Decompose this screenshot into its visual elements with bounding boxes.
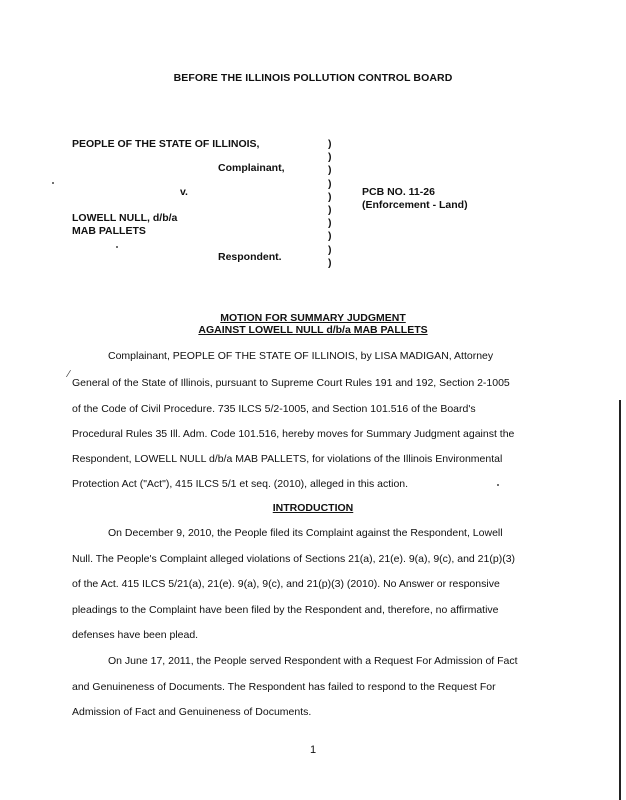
paren: ) (328, 151, 332, 164)
paragraph-3-line: On June 17, 2011, the People served Respondent with a Request For Admission of Fact (108, 655, 518, 667)
scan-margin-line (619, 400, 621, 800)
paragraph-2-line: pleadings to the Complaint have been filed by the Respondent and, therefore, no affirmative (72, 604, 499, 616)
paren: ) (328, 164, 332, 177)
paren: ) (328, 177, 332, 190)
paragraph-2-line: Null. The People's Complaint alleged violations of Sections 21(a), 21(e). 9(a), 9(c), and 21(p)(3) (72, 553, 516, 565)
paragraph-3-line: Admission of Fact and Genuineness of Documents. (72, 706, 312, 718)
page-number: 1 (309, 744, 317, 756)
motion-title-line-2: AGAINST LOWELL NULL d/b/a MAB PALLETS (198, 324, 428, 336)
intro-line: of the Code of Civil Procedure. 735 ILCS 5/2-1005, and Section 101.516 of the Board's (72, 403, 476, 415)
intro-line: Procedural Rules 35 Ill. Adm. Code 101.516, hereby moves for Summary Judgment against the (72, 428, 515, 440)
respondent-line-2: MAB PALLETS (72, 225, 146, 237)
intro-line: Complainant, PEOPLE OF THE STATE OF ILLINOIS, by LISA MADIGAN, Attorney (108, 350, 494, 362)
board-title: BEFORE THE ILLINOIS POLLUTION CONTROL BOARD (173, 72, 453, 84)
complainant-label: Complainant, (218, 162, 285, 174)
paren: ) (328, 138, 332, 150)
introduction-heading: INTRODUCTION (272, 502, 354, 514)
paren: ) (328, 190, 332, 203)
scan-speck (52, 182, 54, 184)
paren: ) (328, 243, 332, 256)
paragraph-3-line: and Genuineness of Documents. The Respondent has failed to respond to the Request For (72, 681, 496, 693)
respondent-line-1: LOWELL NULL, d/b/a (72, 212, 178, 224)
scan-speck (116, 246, 118, 248)
respondent-label: Respondent. (218, 251, 282, 263)
check-mark-icon: ∕ (68, 369, 70, 380)
paren: ) (328, 256, 332, 269)
case-number: PCB NO. 11-26 (362, 186, 435, 198)
motion-title-line-1: MOTION FOR SUMMARY JUDGMENT (220, 312, 406, 324)
intro-line: Respondent, LOWELL NULL d/b/a MAB PALLETS, for violations of the Illinois Environmental (72, 453, 503, 465)
paren: ) (328, 230, 332, 243)
intro-line: Protection Act ("Act"), 415 ILCS 5/1 et seq. (2010), alleged in this action. (72, 478, 409, 490)
caption-parentheses (328, 138, 332, 270)
scan-speck (497, 484, 499, 486)
paragraph-2-line: of the Act. 415 ILCS 5/21(a), 21(e). 9(a), 9(c), and 21(p)(3) (2010). No Answer or responsive (72, 578, 500, 590)
complainant-party: PEOPLE OF THE STATE OF ILLINOIS, (72, 138, 260, 150)
case-type: (Enforcement - Land) (362, 199, 468, 211)
paragraph-2-line: defenses have been plead. (72, 629, 199, 641)
paren: ) (328, 204, 332, 217)
intro-line: General of the State of Illinois, pursuant to Supreme Court Rules 191 and 192, Section 2-1005 (72, 377, 510, 389)
versus-label: v. (180, 186, 188, 198)
paren: ) (328, 217, 332, 230)
paragraph-2-line: On December 9, 2010, the People filed its Complaint against the Respondent, Lowell (108, 527, 503, 539)
